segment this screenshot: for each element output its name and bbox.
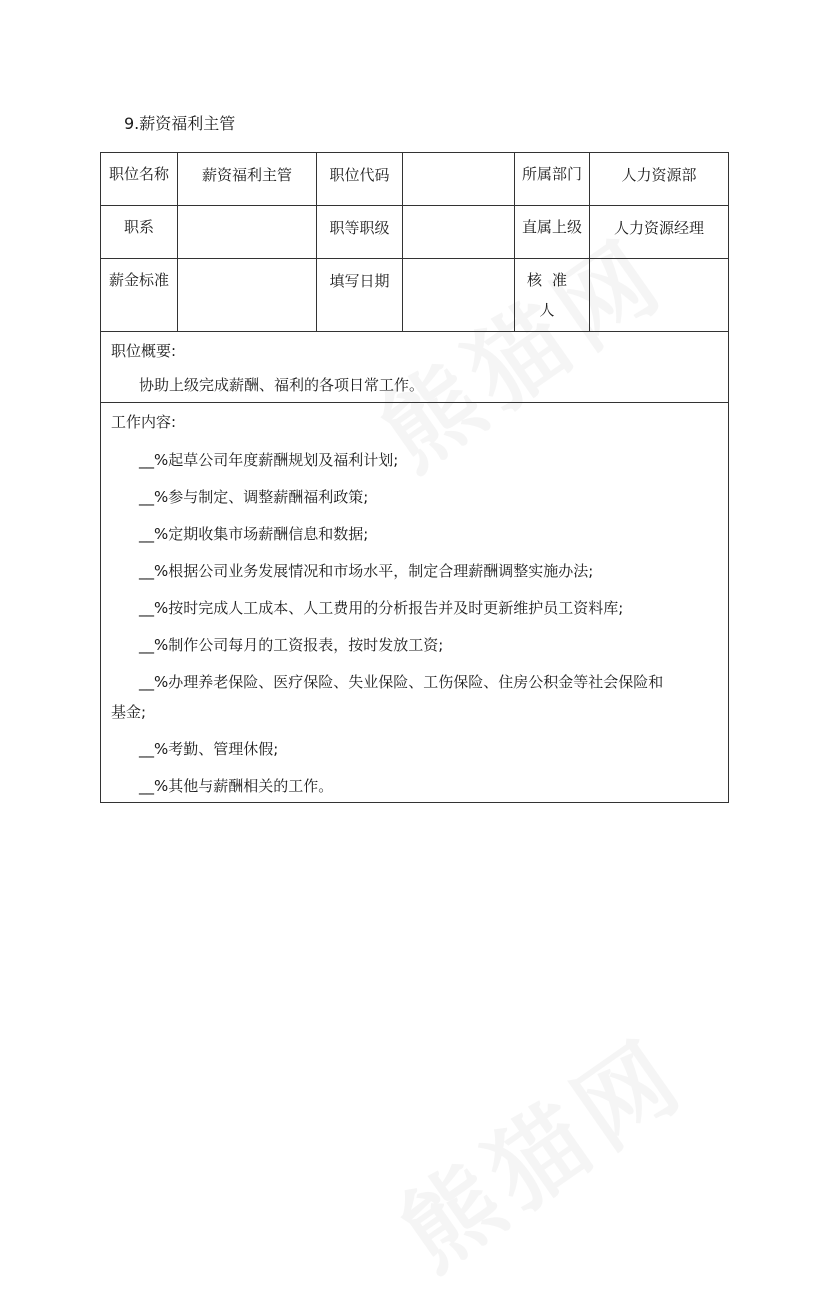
- watermark-bottom: [369, 1001, 708, 1296]
- duty-item: __%按时完成人工成本、人工费用的分析报告并及时更新维护员工资料库;: [139, 599, 624, 617]
- summary-title: 职位概要:: [111, 342, 177, 360]
- label-approver: 核准人: [515, 259, 590, 332]
- label-salary-standard: 薪金标准: [101, 259, 178, 332]
- duty-item: __%参与制定、调整薪酬福利政策;: [139, 488, 369, 506]
- content-section: [101, 403, 729, 803]
- label-position-code: 职位代码: [317, 153, 403, 206]
- label-direct-supervisor: 直属上级: [515, 206, 590, 259]
- value-position-name: 薪资福利主管: [178, 153, 317, 206]
- page-title: 9.薪资福利主管: [124, 114, 236, 133]
- duty-item: __%考勤、管理休假;: [139, 740, 279, 758]
- label-department: 所属部门: [515, 153, 590, 206]
- value-job-family: [178, 206, 317, 259]
- duty-item-continuation: 基金;: [111, 703, 147, 721]
- duty-item: __%制作公司每月的工资报表，按时发放工资;: [139, 636, 444, 654]
- value-department: 人力资源部: [590, 153, 729, 206]
- value-salary-standard: [178, 259, 317, 332]
- content-title: 工作内容:: [111, 413, 177, 431]
- table-row: [101, 153, 729, 206]
- table-row: [101, 259, 729, 332]
- label-job-family: 职系: [101, 206, 178, 259]
- duty-item: __%定期收集市场薪酬信息和数据;: [139, 525, 369, 543]
- duty-item: __%其他与薪酬相关的工作。: [139, 777, 334, 795]
- table-row: [101, 206, 729, 259]
- duty-item: __%起草公司年度薪酬规划及福利计划;: [139, 451, 399, 469]
- label-grade-level: 职等职级: [317, 206, 403, 259]
- label-fill-date: 填写日期: [317, 259, 403, 332]
- summary-section: [101, 332, 729, 403]
- table-row: [101, 403, 729, 803]
- value-grade-level: [403, 206, 515, 259]
- duty-item: __%办理养老保险、医疗保险、失业保险、工伤保险、住房公积金等社会保险和: [139, 673, 664, 691]
- summary-text: 协助上级完成薪酬、福利的各项日常工作。: [139, 376, 425, 394]
- value-approver: [590, 259, 729, 332]
- job-description-table: [100, 152, 729, 803]
- table-row: [101, 332, 729, 403]
- label-position-name: 职位名称: [101, 153, 178, 206]
- value-fill-date: [403, 259, 515, 332]
- duty-item: __%根据公司业务发展情况和市场水平，制定合理薪酬调整实施办法;: [139, 562, 594, 580]
- value-position-code: [403, 153, 515, 206]
- value-direct-supervisor: 人力资源经理: [590, 206, 729, 259]
